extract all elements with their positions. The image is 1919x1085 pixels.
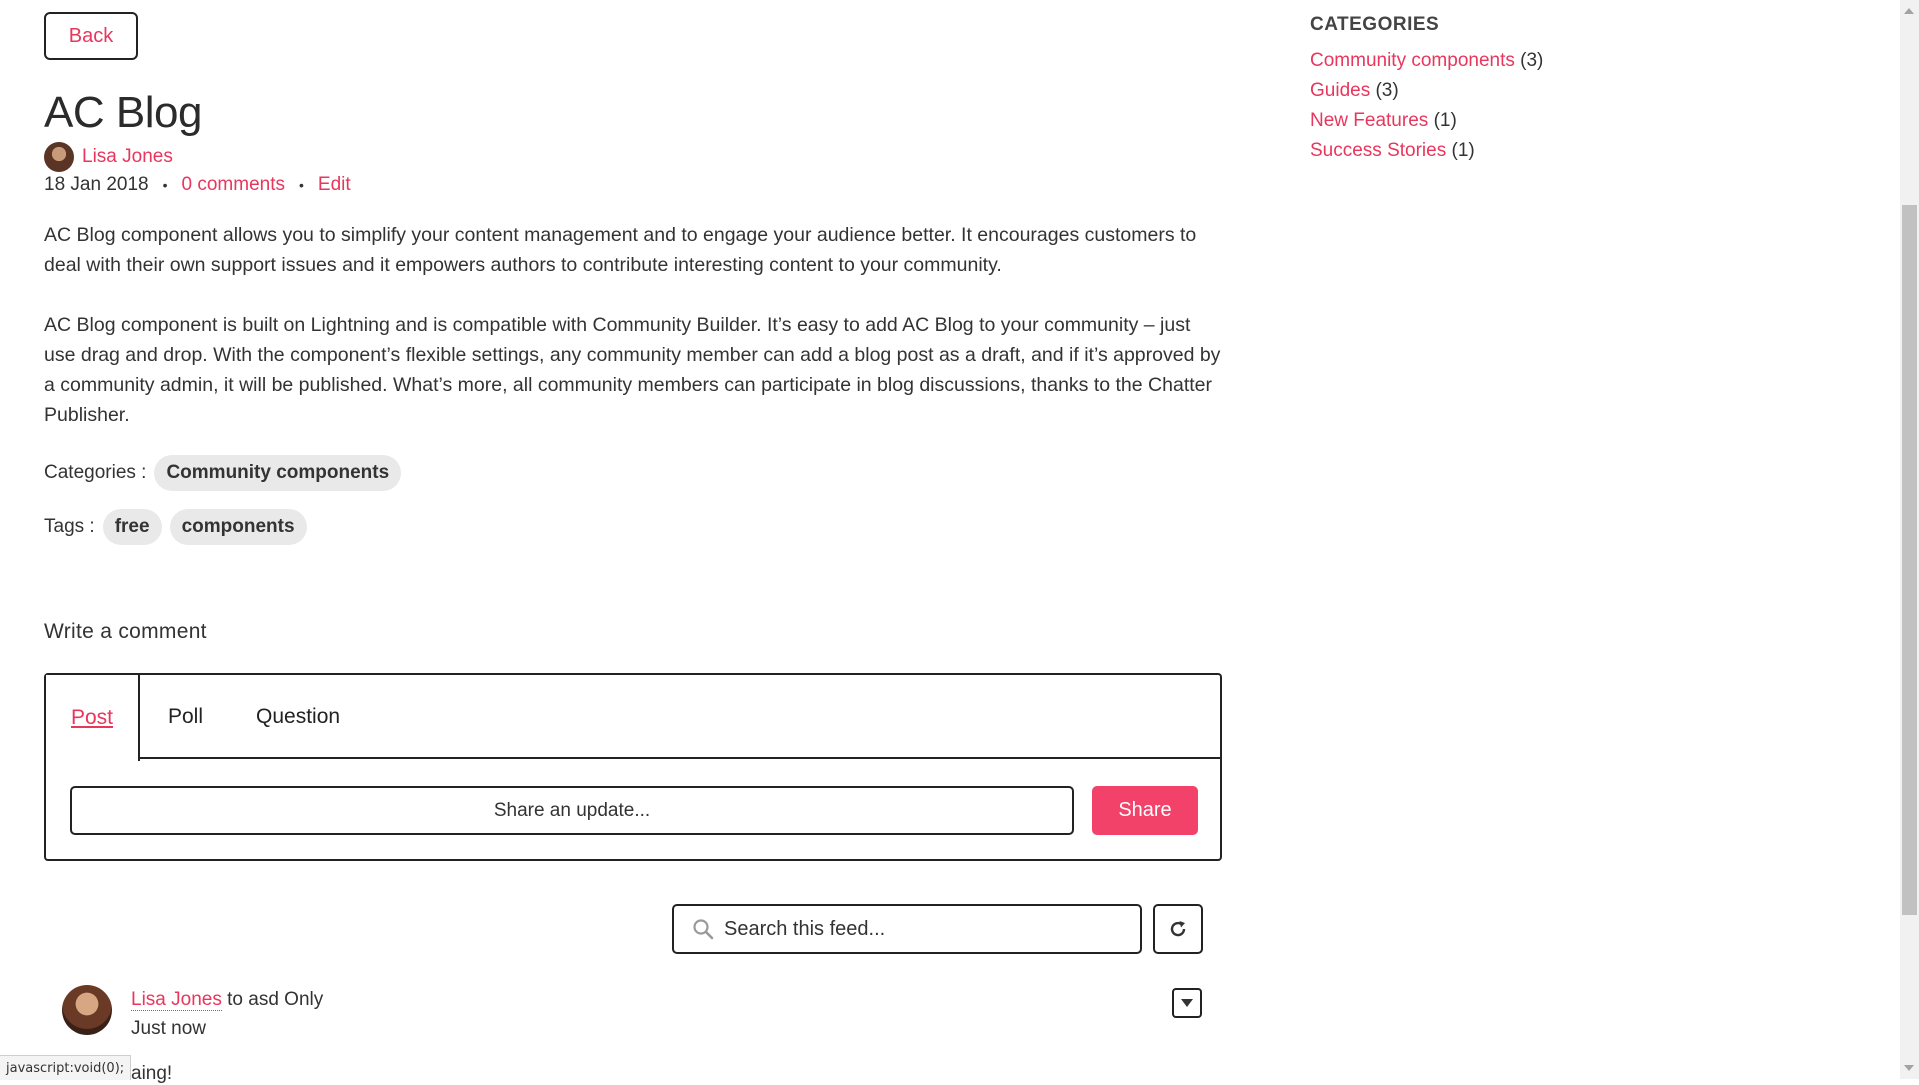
post-date: 18 Jan 2018 [44, 174, 149, 195]
feed-author-link[interactable]: Lisa Jones [131, 989, 222, 1010]
feed-audience: to asd Only [227, 989, 324, 1010]
vertical-scrollbar[interactable] [1900, 0, 1919, 1079]
post-paragraph: AC Blog component allows you to simplify your content management and to engage your audience better. It encourages customers to deal with their own support issues and it empowers authors to contribute interesting content to your community. [44, 224, 1197, 276]
tab-post[interactable] [46, 675, 140, 761]
sidebar-item-count: (1) [1451, 140, 1475, 161]
scroll-down-arrow-icon[interactable] [1904, 1065, 1914, 1071]
feed-item-header [131, 989, 323, 1011]
tags-label: Tags : [44, 516, 95, 537]
chevron-down-icon [1180, 998, 1194, 1008]
sidebar-title: CATEGORIES [1310, 14, 1440, 35]
categories-sidebar [1310, 14, 1710, 166]
sidebar-item-link[interactable]: Community components [1310, 50, 1515, 71]
separator-dot: • [162, 177, 168, 193]
refresh-button[interactable] [1153, 904, 1203, 954]
share-update-input[interactable]: Share an update... [70, 786, 1074, 835]
sidebar-item-guides [1310, 76, 1710, 106]
post-paragraph: AC Blog component is built on Lightning and is compatible with Community Builder. It’s easy to add AC Blog to your community – just use drag and drop. With the component’s flexible settings, any community member can add a blog post as a draft, and if it’s approved by a community admin, it will be published. What’s more, all community members can participate in blog discussions, thanks to the Chatter Publisher. [44, 314, 1221, 426]
comments-link[interactable]: 0 comments [181, 174, 285, 195]
author-link[interactable]: Lisa Jones [82, 146, 173, 167]
page-title: AC Blog [44, 88, 202, 137]
sidebar-item-count: (3) [1520, 50, 1544, 71]
tab-poll[interactable]: Poll [168, 705, 204, 728]
feed-search-input[interactable] [672, 904, 1142, 954]
sidebar-item-community-components [1310, 46, 1710, 76]
tab-question[interactable]: Question [256, 705, 341, 728]
post-meta [44, 174, 351, 196]
category-pill[interactable]: Community components [154, 455, 401, 491]
scrollbar-thumb[interactable] [1902, 205, 1917, 915]
sidebar-item-success-stories [1310, 136, 1710, 166]
tag-pill[interactable]: free [103, 509, 162, 545]
share-button[interactable]: Share [1092, 786, 1198, 835]
browser-status-bar: javascript:void(0); [0, 1055, 131, 1080]
search-icon [692, 918, 714, 940]
sidebar-item-count: (1) [1433, 110, 1457, 131]
feed-item-menu-button[interactable] [1172, 988, 1202, 1018]
tab-post-label: Post [70, 706, 114, 729]
categories-label: Categories : [44, 462, 147, 483]
back-button[interactable]: Back [44, 12, 138, 60]
avatar[interactable] [62, 985, 112, 1035]
search-placeholder: Search this feed... [724, 917, 886, 940]
sidebar-item-link[interactable]: Guides [1310, 80, 1371, 101]
feed-body: aing! [131, 1063, 173, 1084]
feed-timestamp: Just now [131, 1018, 206, 1039]
chatter-publisher [44, 673, 1222, 861]
edit-link[interactable]: Edit [317, 174, 351, 195]
tags-row [44, 509, 307, 545]
categories-row [44, 455, 401, 491]
sidebar-item-new-features [1310, 106, 1710, 136]
tag-pill[interactable]: components [170, 509, 307, 545]
write-comment-heading: Write a comment [44, 620, 207, 643]
feed-item [62, 985, 1212, 1084]
sidebar-item-link[interactable]: New Features [1310, 110, 1429, 131]
refresh-icon [1167, 918, 1189, 940]
sidebar-item-count: (3) [1375, 80, 1399, 101]
publisher-tabs [46, 675, 1220, 759]
scroll-up-arrow-icon[interactable] [1904, 8, 1914, 14]
avatar[interactable] [44, 142, 74, 172]
author-row [44, 142, 173, 172]
sidebar-item-link[interactable]: Success Stories [1310, 140, 1447, 161]
separator-dot: • [298, 177, 304, 193]
